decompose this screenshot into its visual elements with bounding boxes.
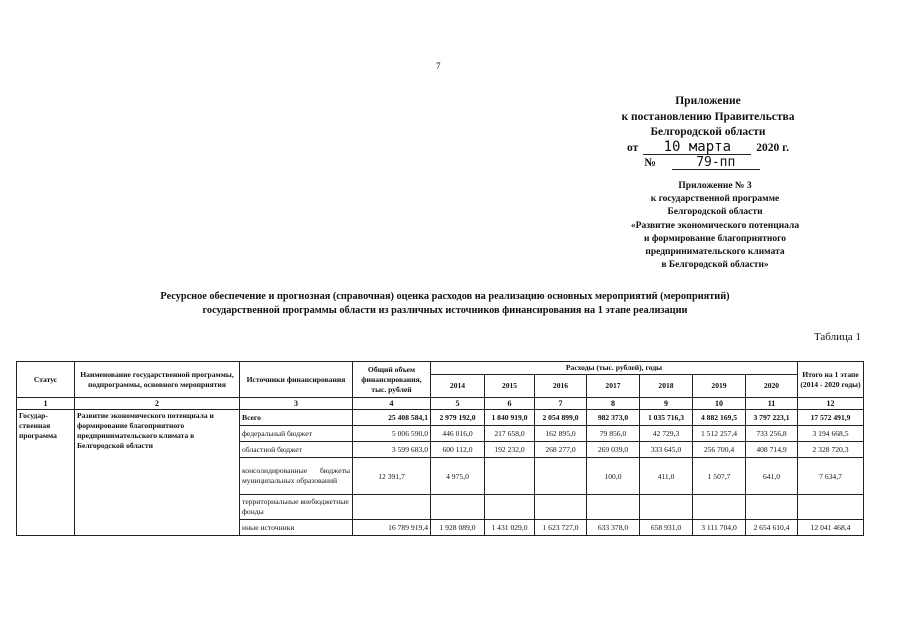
source-cell: областной бюджет xyxy=(240,442,353,458)
year-cell: 2 979 192,0 xyxy=(431,410,485,426)
stage-total-cell: 2 328 720,3 xyxy=(798,442,864,458)
program-name: Развитие экономического потенциала и формирование благоприятного предпринимательского климата в Белгородской области xyxy=(75,410,240,536)
year-cell: 162 895,0 xyxy=(535,426,587,442)
table-label: Таблица 1 xyxy=(813,331,861,343)
date-prefix: от xyxy=(627,141,639,154)
header-sources: Источники финансирования xyxy=(240,362,353,398)
header-total: Общий объем финансирования, тыс. рублей xyxy=(353,362,431,398)
total-cell xyxy=(353,495,431,520)
appendix3-line-3: «Развитие экономического потенциала xyxy=(630,220,800,231)
year-cell: 411,0 xyxy=(640,458,693,495)
column-number: 9 xyxy=(640,398,693,410)
year-cell: 4 975,0 xyxy=(431,458,485,495)
header-year: 2016 xyxy=(535,375,587,398)
page-number: 7 xyxy=(436,61,441,71)
stage-total-cell xyxy=(798,495,864,520)
source-cell: федеральный бюджет xyxy=(240,426,353,442)
year-cell: 256 700,4 xyxy=(693,442,746,458)
column-number: 2 xyxy=(75,398,240,410)
year-cell: 1 840 919,0 xyxy=(485,410,535,426)
year-cell: 733 256,8 xyxy=(746,426,798,442)
year-cell xyxy=(746,495,798,520)
stage-total-cell: 3 194 668,5 xyxy=(798,426,864,442)
header-name: Наименование государственной программы, подпрограммы, основного мероприятия xyxy=(75,362,240,398)
source-cell: иные источники xyxy=(240,520,353,536)
column-number: 4 xyxy=(353,398,431,410)
document-title-line-1: Ресурсное обеспечение и прогнозная (справочная) оценка расходов на реализацию основных мероприятий (мероприятий) xyxy=(160,291,730,302)
year-cell xyxy=(587,495,640,520)
funding-table xyxy=(16,361,864,536)
year-cell: 446 016,0 xyxy=(431,426,485,442)
total-cell: 16 789 919,4 xyxy=(353,520,431,536)
year-cell: 1 512 257,4 xyxy=(693,426,746,442)
year-cell: 3 111 704,0 xyxy=(693,520,746,536)
stage-total-cell: 17 572 491,9 xyxy=(798,410,864,426)
appendix3-line-1: к государственной программе xyxy=(650,194,780,205)
appendix3-line-6: в Белгородской области» xyxy=(661,260,769,271)
header-row-1 xyxy=(17,362,864,375)
header-status: Статус xyxy=(17,362,75,398)
column-number: 7 xyxy=(535,398,587,410)
year-cell: 633 378,0 xyxy=(587,520,640,536)
year-cell: 192 232,0 xyxy=(485,442,535,458)
year-cell: 42 729,3 xyxy=(640,426,693,442)
year-cell: 4 882 169,5 xyxy=(693,410,746,426)
appendix-line-2: Белгородской области xyxy=(650,126,766,138)
year-cell xyxy=(485,495,535,520)
header-stage-total: Итого на 1 этапе (2014 - 2020 годы) xyxy=(798,362,864,398)
year-cell xyxy=(640,495,693,520)
year-cell: 600 112,0 xyxy=(431,442,485,458)
column-number: 8 xyxy=(587,398,640,410)
column-number: 1 xyxy=(17,398,75,410)
year-cell: 100,0 xyxy=(587,458,640,495)
date-value: 10 марта xyxy=(643,141,751,155)
year-cell: 658 931,0 xyxy=(640,520,693,536)
appendix-block xyxy=(600,94,816,172)
year-cell: 1 623 727,0 xyxy=(535,520,587,536)
header-year: 2017 xyxy=(587,375,640,398)
program-status: Государ-ственная программа xyxy=(17,410,75,536)
header-year: 2014 xyxy=(431,375,485,398)
appendix3-line-2: Белгородской области xyxy=(667,207,763,218)
table-row xyxy=(17,410,864,426)
column-number: 6 xyxy=(485,398,535,410)
column-number: 12 xyxy=(798,398,864,410)
year-cell: 641,0 xyxy=(746,458,798,495)
total-cell: 12 391,7 xyxy=(353,458,431,495)
year-cell: 268 277,0 xyxy=(535,442,587,458)
document-title-line-2: государственной программы области из различных источников финансирования на 1 этапе реализации xyxy=(202,304,688,316)
appendix3-title: Приложение № 3 xyxy=(678,181,752,191)
header-year: 2020 xyxy=(746,375,798,398)
year-cell: 1 928 089,0 xyxy=(431,520,485,536)
total-cell: 3 599 683,0 xyxy=(353,442,431,458)
header-expenses: Расходы (тыс. рублей), годы xyxy=(431,362,798,375)
source-cell: территориальные внебюджетные фонды xyxy=(240,495,353,520)
stage-total-cell: 7 634,7 xyxy=(798,458,864,495)
year-cell xyxy=(431,495,485,520)
year-cell: 1 431 029,0 xyxy=(485,520,535,536)
year-cell xyxy=(535,458,587,495)
total-cell: 5 006 590,0 xyxy=(353,426,431,442)
year-cell: 79 856,0 xyxy=(587,426,640,442)
stage-total-cell: 12 041 468,4 xyxy=(798,520,864,536)
appendix-date-line xyxy=(600,138,816,157)
column-number: 11 xyxy=(746,398,798,410)
appendix-line-1: к постановлению Правительства xyxy=(621,110,795,123)
total-cell: 25 408 584,1 xyxy=(353,410,431,426)
number-value: 79-пп xyxy=(672,156,760,170)
source-cell: Всего xyxy=(240,410,353,426)
appendix-number-line xyxy=(594,156,816,172)
year-cell: 1 507,7 xyxy=(693,458,746,495)
source-cell: консолидированные бюджеты муниципальных образований xyxy=(240,458,353,495)
appendix3-line-4: и формирование благоприятного xyxy=(644,233,786,244)
year-cell: 1 035 716,3 xyxy=(640,410,693,426)
column-number-row xyxy=(17,398,864,410)
year-cell: 982 373,0 xyxy=(587,410,640,426)
number-prefix: № xyxy=(644,157,656,169)
year-cell: 269 039,0 xyxy=(587,442,640,458)
appendix-title: Приложение xyxy=(675,95,741,107)
year-cell: 333 645,0 xyxy=(640,442,693,458)
appendix3-block xyxy=(630,180,800,272)
year-cell: 2 654 610,4 xyxy=(746,520,798,536)
year-cell: 408 714,9 xyxy=(746,442,798,458)
column-number: 5 xyxy=(431,398,485,410)
date-suffix: 2020 г. xyxy=(756,141,789,154)
year-cell xyxy=(693,495,746,520)
document-title xyxy=(100,290,790,317)
year-cell: 2 054 899,0 xyxy=(535,410,587,426)
header-year: 2018 xyxy=(640,375,693,398)
header-year: 2015 xyxy=(485,375,535,398)
year-cell xyxy=(535,495,587,520)
header-year: 2019 xyxy=(693,375,746,398)
year-cell: 3 797 223,1 xyxy=(746,410,798,426)
appendix3-line-5: предпринимательского климата xyxy=(645,247,785,258)
column-number: 3 xyxy=(240,398,353,410)
year-cell xyxy=(485,458,535,495)
year-cell: 217 658,0 xyxy=(485,426,535,442)
column-number: 10 xyxy=(693,398,746,410)
